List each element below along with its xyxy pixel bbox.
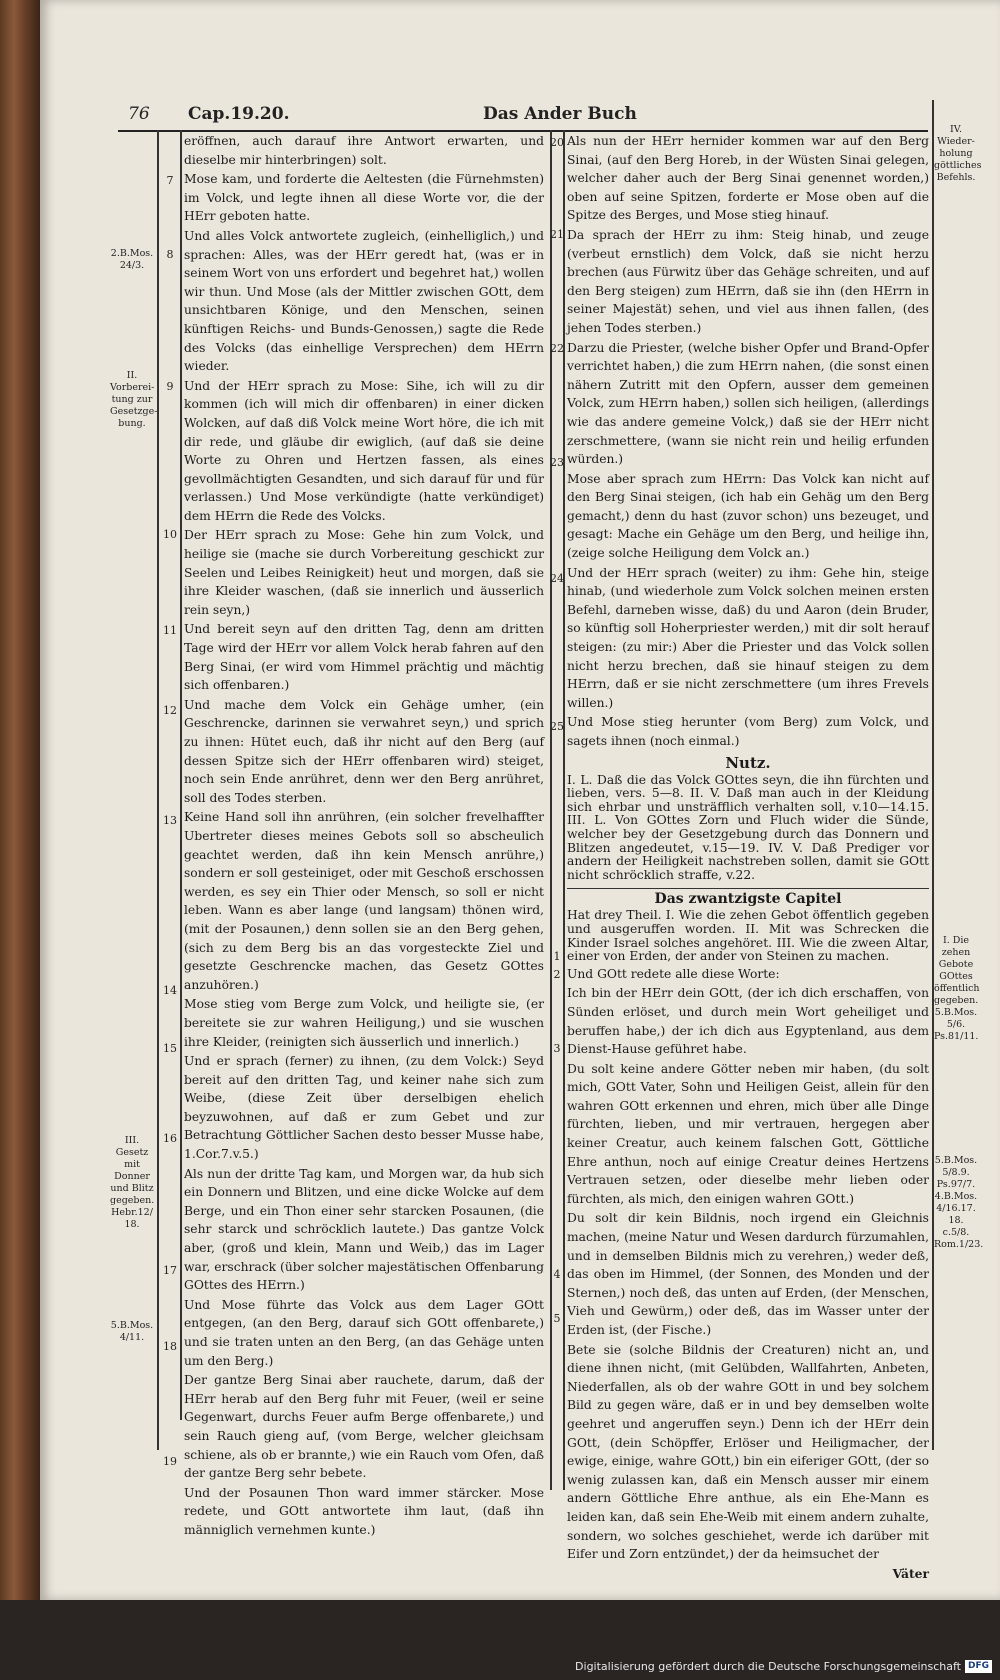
verse-number: 19 bbox=[163, 1455, 177, 1468]
verse-text: Mose aber sprach zum HErrn: Das Volck kan nicht auf den Berg Sinai steigen, (ich hab ein Gehäg um den Berg gemacht,) denn du hast (zuvor schon) uns bezeuget, und gesagt: Mache ein Gehäge um den Berg, und heilige ihn, (zeige solche Heiligung dem Volck an.) bbox=[567, 471, 929, 561]
verse-number: 10 bbox=[163, 528, 177, 541]
verse-number: 4 bbox=[553, 1268, 561, 1281]
verse-number: 25 bbox=[550, 720, 564, 733]
margin-note-right-1: IV. Wieder-holung göttliches Befehls. bbox=[934, 124, 982, 183]
dfg-logo-icon: DFG bbox=[965, 1660, 992, 1673]
verse-text: Und bereit seyn auf den dritten Tag, denn am dritten Tage wird der HErr vor allem Volck herab fahren auf den Berg Sinai, (er wird vom Himmel prächtig und mächtig sich offenbaren.) bbox=[184, 622, 544, 693]
verse-number: 15 bbox=[163, 1042, 177, 1055]
footer-text: Digitalisierung gefördert durch die Deutsche Forschungsgemeinschaft bbox=[575, 1660, 961, 1673]
verse-number: 3 bbox=[553, 1042, 561, 1055]
verse-text: Und der HErr sprach zu Mose: Sihe, ich will zu dir kommen (ich will mich dir offenbaren) in einer dicken Wolcken, auf daß diß Volck meine Wort höre, die ich mit dir rede, und gläube dir ewiglich, (auf daß sie deine Worte zu Ohren und Hertzen fassen, als eines gevollmächtigten Gesandten, und sich darauf für und für verlassen.) Und Mose verkündigte (hatte verkündiget) dem HErrn die Rede des Volcks. bbox=[184, 378, 544, 523]
verse-text: Und alles Volck antwortete zugleich, (einhelliglich,) und sprachen: Alles, was der HErr geredt hat, (was er in seinem Wort von uns erfordert und begehret hat,) wollen wir thun. Und Mose (als der Mittler zwischen GOtt, dem unsichtbaren Könige, und den Menschen, seinen künftigen Reichs- und Bunds-Genossen,) sagte die Rede des Volcks (das einhellige Versprechen) dem HErrn wieder. bbox=[184, 228, 544, 374]
margin-note-left-2: II. Vorberei-tung zur Gesetzge-bung. bbox=[110, 370, 158, 429]
verse-text: Mose kam, und forderte die Aeltesten (die Fürnehmsten) im Volck, und legte ihnen all diese Worte vor, die der HErr geboten hatte. bbox=[184, 172, 544, 224]
verse-number: 5 bbox=[553, 1312, 561, 1325]
right-column bbox=[567, 132, 929, 1584]
left-column bbox=[184, 132, 544, 1541]
verse-text: Da sprach der HErr zu ihm: Steig hinab, und zeuge (verbeut ernstlich) dem Volck, daß sie nicht herzu brechen (aus Fürwitz über das Gehäge schreiten, und auf den Berg steigen) zum HErrn, daß sie ihn (den HErrn in seiner Majestät) sehen, und viel aus ihnen fallen, (des jehen Todes sterben.) bbox=[567, 227, 929, 335]
verse-number: 11 bbox=[163, 624, 177, 637]
verse-number: 8 bbox=[166, 248, 174, 261]
verse-text: Der HErr sprach zu Mose: Gehe hin zum Volck, und heilige sie (mache sie durch Vorbereitung geschickt zur Seelen und Leibes Reinigkeit) heut und morgen, daß sie ihre Kleider waschen, (daß sie innerlich und äusserlich rein seyn,) bbox=[184, 528, 544, 617]
verse-text: Du solt keine andere Götter neben mir haben, (du solt mich, GOtt Vater, Sohn und Heiligen Geist, allein für den wahren GOtt erkennen und ehren, mich über alle Dinge fürchten, lieben, und mir vertrauen, hergegen aber keiner Creatur, auch keinem falschen Gott, Göttliche Ehre anthun, noch auf einige Creatur deines Hertzens Vertrauen setzen, oder dieselbe mehr lieben oder fürchten, als mich, den einigen wahren GOtt.) bbox=[567, 1061, 929, 1206]
verse-number: 12 bbox=[163, 704, 177, 717]
verse-number: 18 bbox=[163, 1340, 177, 1353]
verse-text: eröffnen, auch darauf ihre Antwort erwarten, und dieselbe mir hinterbringen) solt. bbox=[184, 134, 544, 167]
verse-number: 7 bbox=[166, 174, 174, 187]
rule-center-a bbox=[550, 130, 552, 1490]
page-number: 76 bbox=[128, 104, 150, 124]
page-header bbox=[118, 98, 928, 132]
running-chapter: Cap.19.20. bbox=[188, 104, 290, 124]
verse-text: Darzu die Priester, (welche bisher Opfer und Brand-Opfer verrichtet haben,) die zum HErrn nahen, (die sonst einen nähern Zutritt mit den Opfern, ausser dem gemeinen Volck, zum HErrn haben,) sollen sich heiligen, (allerdings wie das andere gemeine Volck,) daß sie der HErr nicht zerschmettere, (wann sie nicht rein und heilig erfunden würden.) bbox=[567, 340, 929, 467]
catchword: Väter bbox=[892, 1565, 929, 1581]
verse-number: 13 bbox=[163, 814, 177, 827]
verse-text: Und der HErr sprach (weiter) zu ihm: Gehe hin, steige hinab, (und wiederhole zum Volck solchen meinen ersten Befehl, darneben wisse, daß) du und Aaron (dein Bruder, so künftig soll Hoherpriester werden,) mit dir solt herauf steigen: (zu mir:) Aber die Priester und das Volck sollen nicht herzu brechen, daß sie hinauf steigen zu dem HErrn, daß er sie nicht zerschmettere (um ihres Frevels willen.) bbox=[567, 565, 929, 710]
verse-number: 21 bbox=[550, 228, 564, 241]
margin-note-left-3: III. Gesetz mit Donner und Blitz gegeben. Hebr.12/ 18. bbox=[110, 1135, 155, 1230]
verse-number: 23 bbox=[550, 456, 564, 469]
verse-text: Bete sie (solche Bildnis der Creaturen) nicht an, und diene ihnen nicht, (mit Gelübden, Wallfahrten, Anbeten, Niederfallen, als ob der wahre GOtt in und bey solchem Bild zu gegen wäre, daß er in und bey demselben wolte geehret und angeruffen seyn.) Denn ich der HErr dein GOtt, (dein Schöpffer, Erlöser und Heiligmacher, der ewige, einige, wahre GOtt,) bin ein eiferiger GOtt, (der so wenig zulassen kan, daß ein Mensch ausser mir einem andern Göttliche Ehre anthue, als ein Ehe-Mann es leiden kan, daß sein Ehe-Weib mit einem andern zuhalte, sondern, wo solches geschiehet, werde ich darüber mit Eifer und Zorn entzündet,) der da heimsuchet der bbox=[567, 1342, 929, 1562]
footer bbox=[575, 1660, 992, 1673]
verse-number: 9 bbox=[166, 380, 174, 393]
verse-text: Und mache dem Volck ein Gehäge umher, (ein Geschrencke, darinnen sie verwahret seyn,) und sprich zu ihnen: Hütet euch, daß ihr nicht auf den Berg (auf dessen Spitze sich der HErr offenbaren wird) steiget, noch sein Ende anrühret, denn wer den Berg anrühret, soll des Todes sterben. bbox=[184, 697, 544, 805]
verse-text: Und Mose stieg herunter (vom Berg) zum Volck, und sagets ihnen (noch einmal.) bbox=[567, 715, 929, 748]
rule-center-b bbox=[563, 130, 565, 1490]
verse-text: Und Mose führte das Volck aus dem Lager GOtt entgegen, (an den Berg, darauf sich GOtt offenbarete,) und sie traten unten an den Berg, (an das Gehäge unten um den Berg.) bbox=[184, 1297, 544, 1368]
margin-note-left-4: 5.B.Mos. 4/11. bbox=[110, 1320, 154, 1343]
chapter-summary: Hat drey Theil. I. Wie die zehen Gebot öffentlich gegeben und ausgeruffen worden. II. Mit was Schrecken die Kinder Israel solches angehöret. III. Wie die zween Altar, einer von Erden, der ander von Steinen zu machen. bbox=[567, 908, 929, 964]
nutz-text: I. L. Daß die das Volck GOttes seyn, die ihn fürchten und lieben, vers. 5—8. II. V. Daß man auch in der Kleidung sich ehrbar und unsträfflich verhalten soll, v.10—14.15. III. L. Von GOttes Zorn und Fluch wider die Sünde, welcher bey der Gesetzgebung durch das Donnern und Blitzen angedeutet, v.15—19. IV. V. Daß Prediger vor andern der Heiligkeit nachstreben sollen, damit sie GOtt nicht schröcklich straffe, v.22. bbox=[567, 772, 929, 882]
verse-text: Und der Posaunen Thon ward immer stärcker. Mose redete, und GOtt antwortete ihm laut, (daß ihn männiglich vernehmen kunte.) bbox=[184, 1485, 544, 1537]
chapter-title: Das zwantzigste Capitel bbox=[567, 888, 929, 907]
rule-left-verses bbox=[180, 130, 182, 1420]
verse-number: 16 bbox=[163, 1132, 177, 1145]
verse-text: Und GOtt redete alle diese Worte: bbox=[567, 966, 780, 981]
verse-text: Ich bin der HErr dein GOtt, (der ich dich erschaffen, von Sünden erlöset, und durch mein Wort geheiliget und beruffen habe,) der ich dich aus Egyptenland, aus dem Dienst-Hause geführet habe. bbox=[567, 986, 929, 1057]
verse-number: 24 bbox=[550, 572, 564, 585]
verse-text: Als nun der HErr hernider kommen war auf den Berg Sinai, (auf den Berg Horeb, in der Wüsten Sinai gelegen, welcher daher auch der Berg Sinai genennet worden,) oben auf seine Spitzen, forderte er Mose oben auf die Spitze des Berges, und Mose stieg hinauf. bbox=[567, 134, 929, 223]
verse-text: Und er sprach (ferner) zu ihnen, (zu dem Volck:) Seyd bereit auf den dritten Tag, und keiner nahe sich zum Weibe, (diese Zeit über derselbigen ehelich beyzuwohnen, auf daß er zum Gebet und zur Betrachtung Göttlicher Sachen desto besser Musse habe, 1.Cor.7.v.5.) bbox=[184, 1054, 544, 1162]
book-edge bbox=[0, 0, 40, 1600]
verse-number: 20 bbox=[550, 136, 564, 149]
rule-left-margin bbox=[157, 130, 159, 1450]
verse-text: Du solt dir kein Bildnis, noch irgend ein Gleichnis machen, (meine Natur und Wesen dardurch fürzumahlen, und in demselben Bildnis mich zu verehren,) weder deß, das oben im Himmel, (der Sonnen, des Monden und der Sternen,) noch deß, das unten auf Erden, (der Menschen, Vieh und Gewürm,) oder deß, das im Wasser unter der Erden ist, (der Fische.) bbox=[567, 1211, 929, 1337]
verse-number: 17 bbox=[163, 1264, 177, 1277]
margin-note-left-1: 2.B.Mos. 24/3. bbox=[110, 248, 154, 271]
nutz-heading: Nutz. bbox=[725, 753, 771, 772]
running-title: Das Ander Buch bbox=[483, 104, 637, 124]
margin-note-right-3: 5.B.Mos. 5/8.9. Ps.97/7. 4.B.Mos. 4/16.17. 18. c.5/8. Rom.1/23. bbox=[934, 1155, 984, 1250]
verse-number: 1 bbox=[553, 950, 561, 963]
verse-number: 14 bbox=[163, 984, 177, 997]
verse-number: 2 bbox=[553, 968, 561, 981]
verse-text: Mose stieg vom Berge zum Volck, und heiligte sie, (er bereitete sie zur wahren Heiligung,) und sie wuschen ihre Kleider, (reinigten sich äusserlich und innerlich.) bbox=[184, 997, 544, 1049]
margin-note-right-2: I. Die zehen Gebote GOttes öffentlich gegeben. 5.B.Mos. 5/6. Ps.81/11. bbox=[934, 935, 980, 1042]
verse-text: Der gantze Berg Sinai aber rauchete, darum, daß der HErr herab auf den Berg fuhr mit Feuer, (weil er seine Gegenwart, durchs Feuer aufm Berge offenbarete,) und sein Rauch gieng auf, (vom Berge, welcher gleichsam schiene, als ob er brannte,) wie ein Rauch vom Ofen, daß der gantze Berg sehr bebete. bbox=[184, 1373, 544, 1481]
verse-number: 22 bbox=[550, 342, 564, 355]
verse-text: Als nun der dritte Tag kam, und Morgen war, da hub sich ein Donnern und Blitzen, und eine dicke Wolcke auf dem Berge, und ein Thon einer sehr starcken Posaunen, (die sehr starck und schröcklich lautete.) Das gantze Volck aber, (groß und klein, Mann und Weib,) das im Lager war, erschrack (über solcher majestätischen Offenbarung GOttes des HErrn.) bbox=[184, 1166, 544, 1293]
verse-text: Keine Hand soll ihn anrühren, (ein solcher frevelhaffter Ubertreter dieses meines Gebots soll so abscheulich geachtet werden, daß ihn kein Mensch anrühre,) sondern er soll gesteiniget, oder mit Geschoß erschossen werden, es sey ein Thier oder Mensch, so soll er nicht leben. Wann es aber lange (und langsam) thönen wird, (mit der Posaunen,) denn sollen sie an den Berg gehen, (sich zu dem Berg bis an das vorgesteckte Ziel und gesetzte Geschrencke machen, das Gesetz GOttes anzuhören.) bbox=[184, 810, 544, 992]
